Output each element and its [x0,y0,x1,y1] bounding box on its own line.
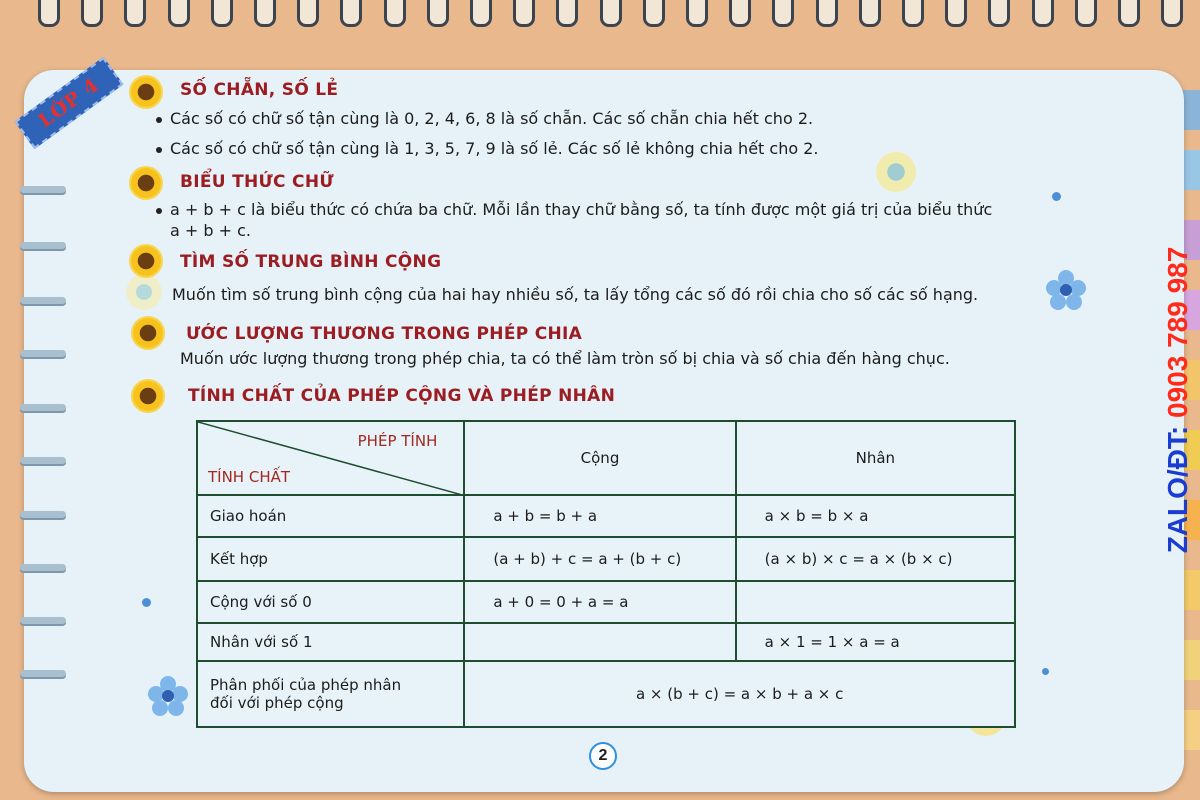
section-title: TÍNH CHẤT CỦA PHÉP CỘNG VÀ PHÉP NHÂN [188,386,616,406]
decor-dot [1052,192,1061,201]
decor-flower [126,274,162,310]
spiral-ring [81,0,103,27]
spiral-ring [1161,0,1183,27]
binder-nub [20,350,66,357]
mul-cell: a × b = b × a [736,495,1015,537]
add-cell: (a + b) + c = a + (b + c) [464,537,735,581]
spiral-binding [0,0,1200,30]
binder-nub [20,670,66,677]
spiral-ring [1032,0,1054,27]
spiral-ring [1075,0,1097,27]
bullet [156,208,162,214]
spiral-ring [988,0,1010,27]
section-line: Muốn ước lượng thương trong phép chia, ta có thể làm tròn số bị chia và số chia đến hàng chục. [180,349,950,368]
section-line: a + b + c. [170,221,251,240]
spiral-ring [643,0,665,27]
section-line: Các số có chữ số tận cùng là 1, 3, 5, 7, 9 là số lẻ. Các số lẻ không chia hết cho 2. [170,139,819,158]
column-header-mul: Nhân [736,421,1015,495]
bullet [156,147,162,153]
table-row [197,661,1015,727]
properties-table [196,420,1016,728]
spiral-ring [38,0,60,27]
corner-top-label: PHÉP TÍNH [357,432,438,450]
sunflower-icon [131,246,161,276]
grade-label: LỚP 4 [34,73,104,133]
sunflower-icon [133,318,163,348]
add-cell: a + b = b + a [464,495,735,537]
property-line: Phân phối của phép nhân [210,676,402,694]
spiral-ring [816,0,838,27]
spiral-ring [729,0,751,27]
merged-formula-cell: a × (b + c) = a × b + a × c [464,661,1015,727]
table-header-row [197,421,1015,495]
binder-nub [20,404,66,411]
decor-dot [142,598,151,607]
mul-cell: (a × b) × c = a × (b × c) [736,537,1015,581]
spiral-ring [686,0,708,27]
property-cell: Giao hoán [197,495,464,537]
spiral-ring [600,0,622,27]
table-corner-cell [197,421,464,495]
spiral-ring [859,0,881,27]
spiral-ring [902,0,924,27]
mul-cell [736,581,1015,623]
page-number: 2 [589,742,617,770]
spiral-ring [211,0,233,27]
bullet [156,117,162,123]
section-title: BIỂU THỨC CHỮ [180,172,334,192]
property-cell: Cộng với số 0 [197,581,464,623]
spiral-ring [556,0,578,27]
sunflower-icon [131,168,161,198]
spiral-ring [945,0,967,27]
spiral-ring [340,0,362,27]
property-cell: Nhân với số 1 [197,623,464,661]
binder-nub [20,186,66,193]
spiral-ring [168,0,190,27]
binder-nub [20,564,66,571]
column-header-add: Cộng [464,421,735,495]
table-row [197,623,1015,661]
spiral-ring [124,0,146,27]
binder-nub [20,511,66,518]
table-row [197,581,1015,623]
blue-flower-icon [148,676,188,716]
add-cell: a + 0 = 0 + a = a [464,581,735,623]
binder-nub [20,617,66,624]
section-title: SỐ CHẴN, SỐ LẺ [180,80,339,100]
watermark-phone: 0903 789 987 [1162,246,1193,418]
section-line: Muốn tìm số trung bình cộng của hai hay nhiều số, ta lấy tổng các số đó rồi chia cho số các số hạng. [172,285,979,304]
spiral-ring [513,0,535,27]
spiral-ring [772,0,794,27]
spiral-ring [470,0,492,27]
property-line: đối với phép cộng [210,694,344,712]
spiral-ring [1118,0,1140,27]
sunflower-icon [133,381,163,411]
spiral-ring [427,0,449,27]
watermark-prefix: ZALO/ĐT: [1162,417,1193,554]
blue-flower-icon [1046,270,1086,310]
add-cell [464,623,735,661]
contact-watermark [1158,140,1198,660]
spiral-ring [254,0,276,27]
sunflower-icon [131,77,161,107]
table-row [197,537,1015,581]
section-line: Các số có chữ số tận cùng là 0, 2, 4, 6, 8 là số chẵn. Các số chẵn chia hết cho 2. [170,109,814,128]
section-title: ƯỚC LƯỢNG THƯƠNG TRONG PHÉP CHIA [186,324,583,344]
corner-bottom-label: TÍNH CHẤT [208,468,291,486]
binder-nub [20,297,66,304]
spiral-ring [384,0,406,27]
binder-nub [20,457,66,464]
decor-flower [876,152,916,192]
property-cell [197,661,464,727]
section-title: TÌM SỐ TRUNG BÌNH CỘNG [180,252,442,272]
decor-dot [1042,668,1049,675]
section-line: a + b + c là biểu thức có chứa ba chữ. Mỗi lần thay chữ bằng số, ta tính được một giá trị của biểu thức [170,200,993,219]
table-row [197,495,1015,537]
mul-cell: a × 1 = 1 × a = a [736,623,1015,661]
spiral-ring [297,0,319,27]
property-cell: Kết hợp [197,537,464,581]
binder-nub [20,242,66,249]
